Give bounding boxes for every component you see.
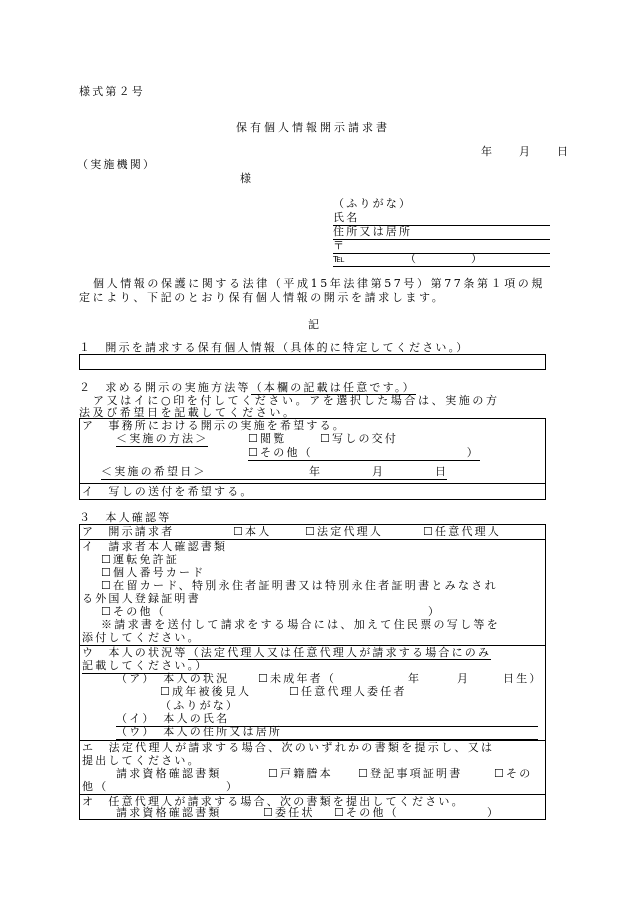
id-doc-residence-card-checkbox[interactable]: ☐在留カード、特別永住者証明書又は特別永住者証明書とみなされ (101, 579, 498, 592)
section2-option-a[interactable]: ア 事務所における開示の実施を希望する。 (82, 419, 346, 432)
requester-self-checkbox[interactable]: ☐本人 (233, 525, 272, 538)
id-doc-mynumber-checkbox[interactable]: ☐個人番号カード (101, 566, 206, 579)
voluntary-agent-other-close: ） (487, 806, 501, 819)
principal-status-heading (82, 646, 491, 660)
honorific: 様 (240, 172, 254, 185)
principal-status-label: （ア） 本人の状況 (116, 672, 230, 685)
method-copy-checkbox[interactable]: ☐写しの交付 (320, 432, 399, 445)
method-other-close: ） (466, 446, 480, 459)
requester-name-field[interactable] (333, 211, 550, 226)
principal-name-label: （イ） 本人の氏名 (116, 712, 230, 725)
section3-heading: ３ 本人確認等 (79, 511, 172, 524)
requester-type-label: ア 開示請求者 (82, 525, 175, 538)
date-day: 日 (435, 465, 449, 478)
minor-born: 日生） (503, 672, 543, 685)
date-field[interactable] (101, 465, 447, 480)
id-docs-note-2: 添付してください。 (82, 631, 201, 644)
postal-mark: 〒 (333, 239, 347, 252)
legal-agent-docs-label: 請求資格確認書類 (116, 767, 222, 780)
requester-name-label: 氏名 (333, 211, 360, 224)
date-label: ＜実施の希望日＞ (101, 465, 207, 478)
page-title: 保有個人情報開示請求書 (236, 121, 390, 134)
id-doc-residence-card-wrap: る外国人登録証明書 (82, 592, 201, 605)
voluntary-agent-docs-label: 請求資格確認書類 (116, 806, 222, 819)
requester-address-field[interactable] (333, 225, 550, 240)
form-number: 様式第２号 (79, 85, 145, 98)
requester-furigana: （ふりがな） (333, 197, 413, 210)
legal-agent-instruction-2: 提出してください。 (82, 754, 201, 767)
voluntary-agent-instruction: オ 任意代理人が請求する場合、次の書類を提出してください。 (82, 795, 465, 808)
requester-legal-agent-checkbox[interactable]: ☐法定代理人 (305, 525, 384, 538)
principal-address-label: （ウ） 本人の住所又は居所 (116, 725, 283, 738)
registry-cert-checkbox[interactable]: ☐登記事項証明書 (358, 767, 463, 780)
principal-status-note: （法定代理人又は任意代理人が請求する場合にのみ (187, 646, 492, 659)
section1-input[interactable] (79, 354, 546, 370)
id-doc-other-close: ） (428, 605, 442, 618)
power-of-attorney-checkbox[interactable]: ☐委任状 (263, 806, 315, 819)
section2-option-i[interactable]: イ 写しの送付を希望する。 (82, 485, 254, 498)
tel-mark: ℡ (333, 252, 348, 265)
legal-agent-other-close: ） (226, 780, 240, 793)
id-docs-note-1: ※請求書を送付して請求をする場合には、加えて住民票の写し等を (101, 618, 500, 631)
date-line: 年 月 日 (481, 145, 576, 158)
principal-address-field[interactable] (116, 725, 538, 740)
requester-address-label: 住所又は居所 (333, 225, 413, 238)
legal-agent-other-checkbox[interactable]: ☐その (494, 767, 533, 780)
minor-checkbox[interactable]: ☐未成年者（ (258, 672, 337, 685)
method-other-checkbox[interactable] (248, 446, 480, 461)
section2-divider (79, 483, 546, 484)
section2-instruction-1: ア又はイに○印を付してください。アを選択した場合は、実施の方 (93, 394, 500, 407)
id-doc-other-checkbox[interactable]: ☐その他（ (101, 605, 166, 618)
minor-month: 月 (457, 672, 471, 685)
method-other-label: ☐その他（ (248, 446, 313, 459)
method-view-checkbox[interactable]: ☐閲覧 (248, 432, 287, 445)
principal-furigana: （ふりがな） (160, 699, 240, 712)
method-label: ＜実施の方法＞ (116, 432, 209, 445)
voluntary-agent-other-checkbox[interactable]: ☐その他（ (334, 806, 399, 819)
section2-heading-note: （本欄の記載は任意です。） (250, 381, 416, 394)
agency-label: （実施機関） (77, 158, 157, 171)
principal-status-num: ウ 本人の状況等 (82, 646, 188, 659)
tel-parens: （ ） (405, 252, 485, 265)
adult-ward-checkbox[interactable]: ☐成年被後見人 (160, 685, 252, 698)
id-docs-heading: イ 請求者本人確認書類 (82, 540, 228, 553)
intro-line-2: 定により、下記のとおり保有個人情報の開示を請求します。 (79, 291, 446, 304)
section2-heading (79, 381, 416, 395)
principal-delegator-checkbox[interactable]: ☐任意代理人委任者 (289, 685, 407, 698)
id-doc-license-checkbox[interactable]: ☐運転免許証 (101, 553, 180, 566)
intro-line-1: 個人情報の保護に関する法律（平成15年法律第57号）第77条第１項の規 (93, 277, 545, 290)
section2-instruction-2: 法及び希望日を記載してください。 (79, 406, 297, 419)
legal-agent-instruction-1: エ 法定代理人が請求する場合、次のいずれかの書類を提示し、又は (82, 741, 495, 754)
section2-heading-num: ２ 求める開示の実施方法等 (79, 381, 251, 394)
requester-voluntary-agent-checkbox[interactable]: ☐任意代理人 (423, 525, 502, 538)
date-month: 月 (372, 465, 386, 478)
ki-label: 記 (308, 318, 322, 331)
requester-tel-field[interactable] (333, 252, 550, 267)
date-year: 年 (309, 465, 323, 478)
principal-status-note-2: 記載してください。） (82, 659, 209, 672)
family-register-checkbox[interactable]: ☐戸籍謄本 (268, 767, 333, 780)
minor-year: 年 (408, 672, 422, 685)
section1-heading: １ 開示を請求する保有個人情報（具体的に特定してください。） (79, 341, 470, 354)
legal-agent-other-label: 他（ (82, 780, 109, 793)
